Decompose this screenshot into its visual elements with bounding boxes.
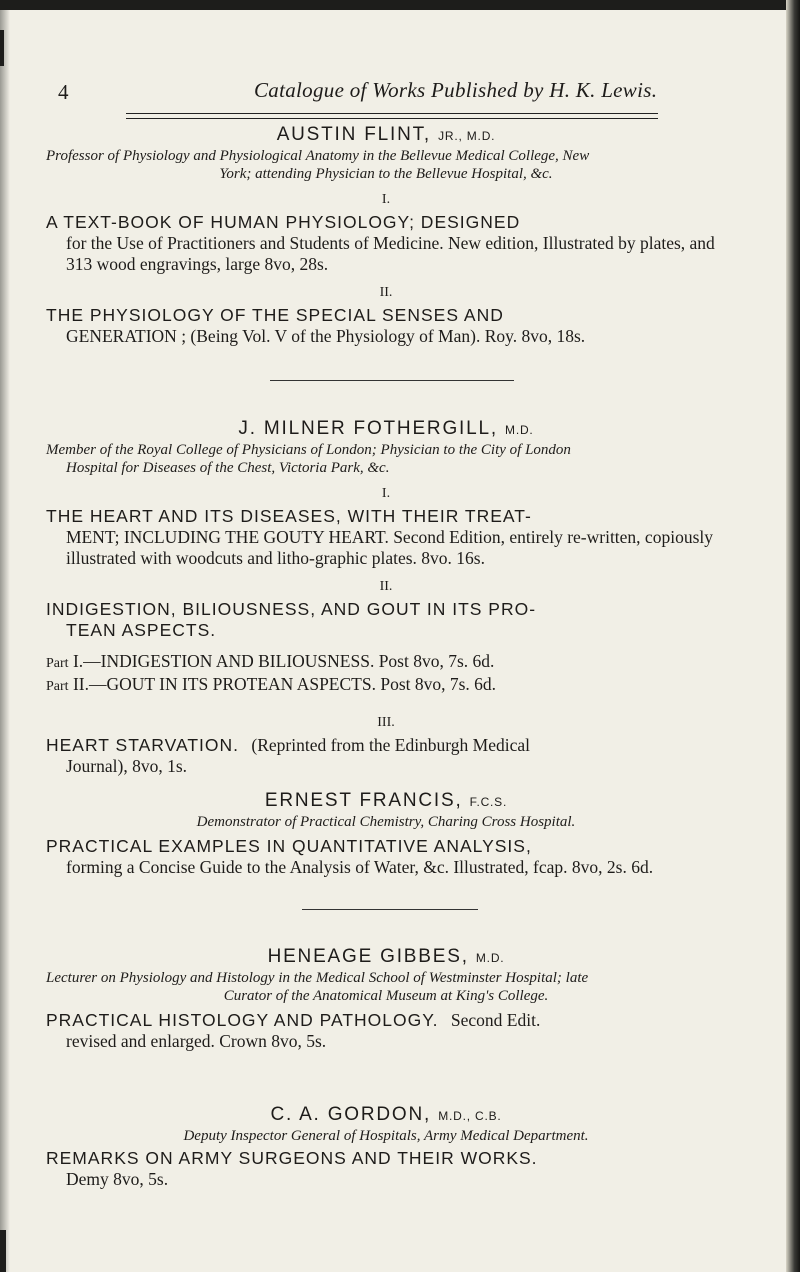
scan-border-top (0, 0, 800, 10)
author-affiliation: Lecturer on Physiology and Histology in the Medical School of Westminster Hospital; late (46, 970, 589, 986)
work-title-line: PRACTICAL HISTOLOGY AND PATHOLOGY. Second Edit. (46, 1010, 541, 1030)
author-name: C. A. GORDON, M.D., C.B. (270, 1104, 502, 1125)
scan-shadow-left (0, 10, 10, 1272)
running-title: Catalogue of Works Published by H. K. Lewis. (254, 78, 658, 102)
section-divider (270, 380, 514, 381)
header-rule (126, 113, 658, 119)
work-description: MENT; INCLUDING THE GOUTY HEART. Second Edition, entirely re-written, copiously illustrated with woodcuts and litho-graphic plates. 8vo. 16s. (66, 527, 713, 568)
work-title: INDIGESTION, BILIOUSNESS, AND GOUT IN ITS PRO- (46, 599, 537, 619)
work-numeral: II. (379, 579, 393, 594)
author-affiliation: Hospital for Diseases of the Chest, Victoria Park, &c. (66, 460, 390, 476)
work-part: Part I.—INDIGESTION AND BILIOUSNESS. Post 8vo, 7s. 6d. (46, 651, 495, 671)
work-description: Journal), 8vo, 1s. (66, 756, 188, 776)
scan-edge-mark (0, 30, 4, 66)
author-affiliation: Professor of Physiology and Physiological Anatomy in the Bellevue Medical College, New (46, 148, 590, 164)
author-affiliation: Curator of the Anatomical Museum at King's College. (223, 988, 549, 1004)
author-affiliation: Member of the Royal College of Physicians of London; Physician to the City of London (46, 442, 571, 458)
author-name: ERNEST FRANCIS, F.C.S. (264, 790, 508, 811)
work-numeral: I. (381, 486, 391, 501)
catalogue-entry (46, 418, 726, 777)
work-title: THE HEART AND ITS DISEASES, WITH THEIR TREAT- (46, 506, 532, 526)
scan-border-right (786, 0, 800, 1272)
page-number: 4 (58, 80, 69, 104)
author-name: J. MILNER FOTHERGILL, M.D. (238, 418, 534, 439)
author-name: HENEAGE GIBBES, M.D. (267, 946, 505, 967)
author-affiliation: Deputy Inspector General of Hospitals, Army Medical Department. (183, 1128, 589, 1144)
work-description: Demy 8vo, 5s. (66, 1169, 169, 1189)
work-title: THE PHYSIOLOGY OF THE SPECIAL SENSES AND (46, 305, 504, 325)
section-divider (302, 909, 478, 910)
author-affiliation: York; attending Physician to the Bellevue Hospital, &c. (219, 166, 553, 182)
work-description: revised and enlarged. Crown 8vo, 5s. (66, 1031, 327, 1051)
work-title: A TEXT-BOOK OF HUMAN PHYSIOLOGY; DESIGNED (46, 212, 521, 232)
work-title-line: HEART STARVATION. (Reprinted from the Edinburgh Medical (46, 735, 531, 755)
work-description: forming a Concise Guide to the Analysis of Water, &c. Illustrated, fcap. 8vo, 2s. 6d. (66, 857, 654, 877)
catalogue-entry (46, 946, 726, 1052)
catalogue-entry (46, 790, 726, 878)
catalogue-entry (46, 124, 726, 347)
catalogue-entry (46, 1104, 726, 1190)
work-numeral: I. (381, 192, 391, 207)
scan-edge-mark (0, 1230, 6, 1272)
author-name: AUSTIN FLINT, JR., M.D. (276, 124, 496, 145)
work-part: Part II.—GOUT IN ITS PROTEAN ASPECTS. Post 8vo, 7s. 6d. (46, 674, 497, 694)
work-numeral: III. (377, 715, 395, 730)
work-description: for the Use of Practitioners and Students of Medicine. New edition, Illustrated by plates, and 313 wood engravings, large 8vo, 28s. (66, 233, 715, 274)
work-title: REMARKS ON ARMY SURGEONS AND THEIR WORKS. (46, 1148, 538, 1168)
work-title: PRACTICAL EXAMPLES IN QUANTITATIVE ANALYSIS, (46, 836, 532, 856)
work-numeral: II. (379, 285, 393, 300)
author-affiliation: Demonstrator of Practical Chemistry, Charing Cross Hospital. (196, 814, 576, 830)
work-description: GENERATION ; (Being Vol. V of the Physiology of Man). Roy. 8vo, 18s. (66, 326, 586, 346)
work-description: TEAN ASPECTS. (66, 620, 217, 640)
